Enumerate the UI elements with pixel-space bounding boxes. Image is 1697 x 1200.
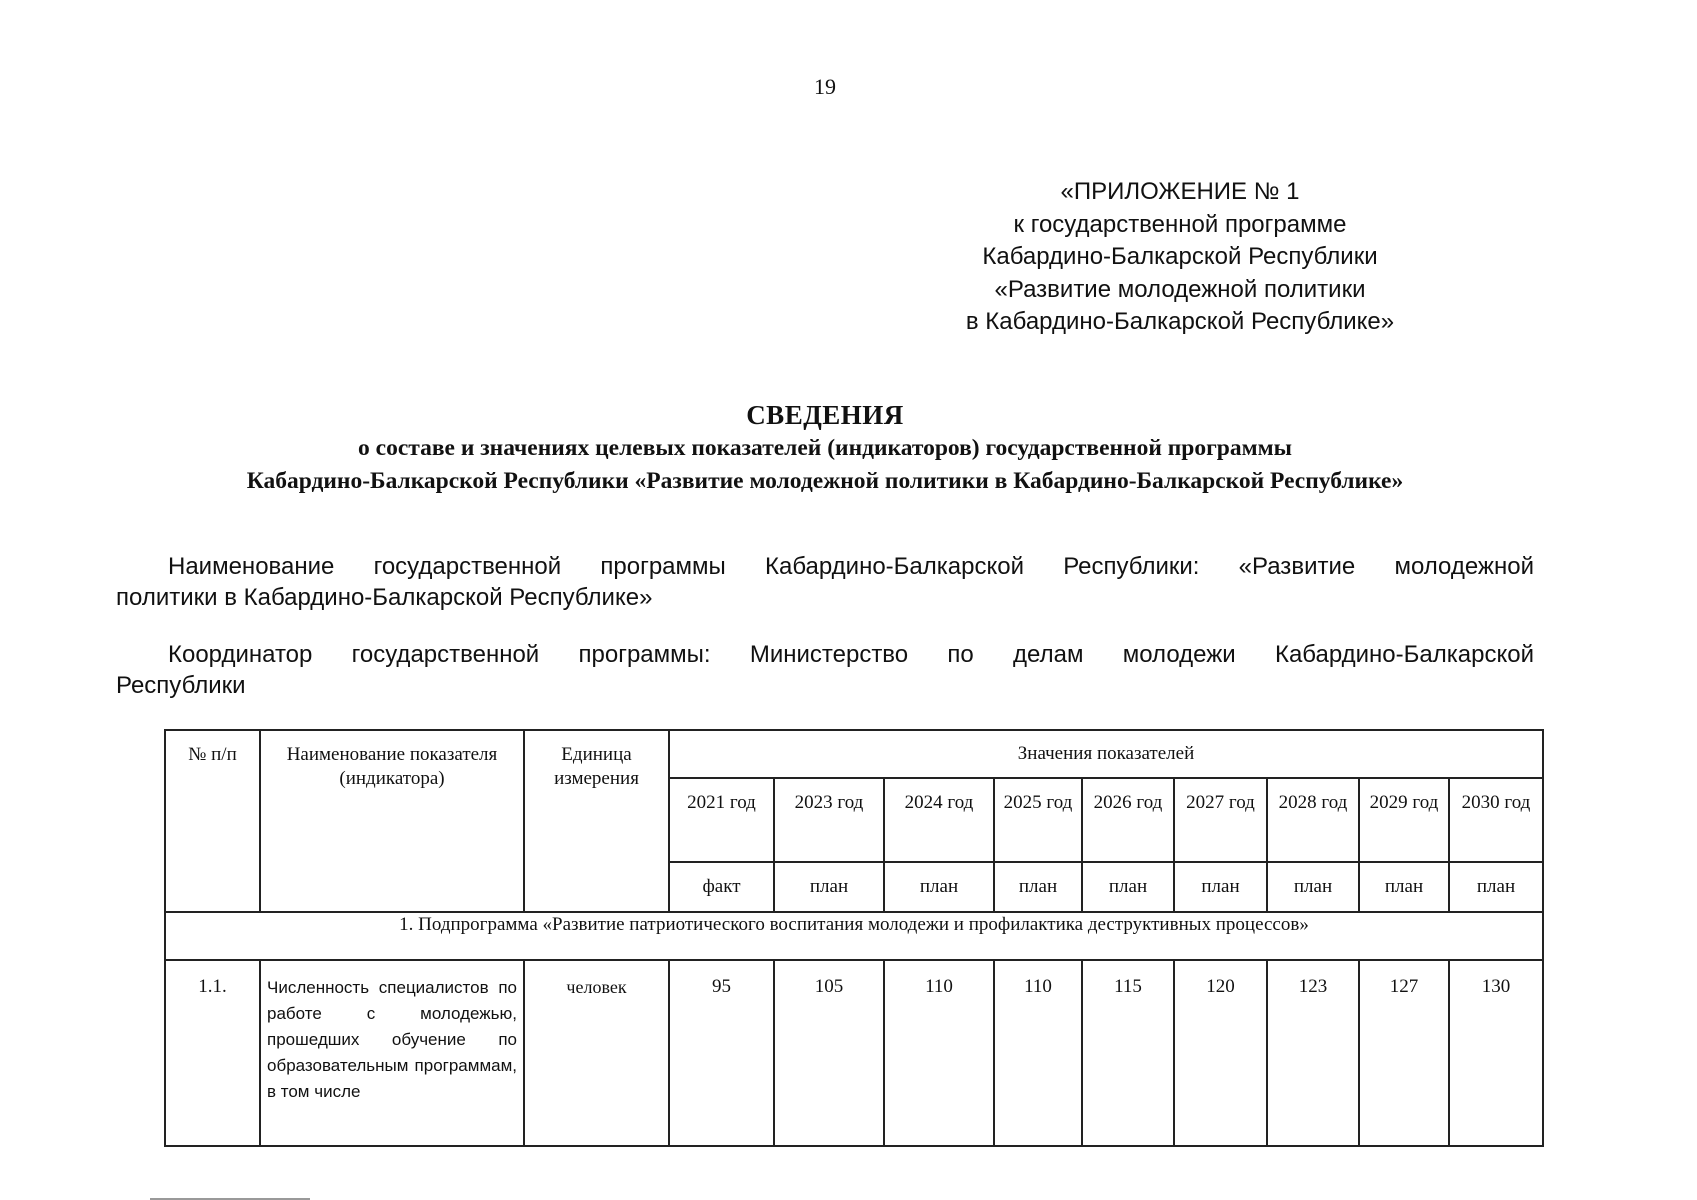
table-row xyxy=(165,960,1543,1146)
title-subtitle: о составе и значениях целевых показателей (индикаторов) государственной программы xyxy=(358,435,1292,461)
year-header: 2025 год xyxy=(994,778,1082,862)
appendix-line: в Кабардино-Балкарской Республике» xyxy=(965,308,1395,335)
status-header: план xyxy=(994,862,1082,912)
page-number: 19 xyxy=(814,74,836,99)
appendix-heading xyxy=(920,176,1440,339)
year-header: 2023 год xyxy=(774,778,884,862)
paragraph-line: Республики xyxy=(116,672,246,699)
coordinator-paragraph xyxy=(116,639,1534,701)
appendix-line: «ПРИЛОЖЕНИЕ № 1 xyxy=(1060,178,1300,205)
row-value: 110 xyxy=(994,960,1082,1146)
indicators-table xyxy=(164,729,1544,1147)
appendix-line: Кабардино-Балкарской Республики xyxy=(982,243,1378,270)
row-value: 123 xyxy=(1267,960,1359,1146)
status-header: план xyxy=(1449,862,1543,912)
appendix-line: «Развитие молодежной политики xyxy=(994,275,1366,303)
year-header: 2021 год xyxy=(669,778,774,862)
status-header: план xyxy=(1082,862,1174,912)
status-header: план xyxy=(1267,862,1359,912)
year-header: 2029 год xyxy=(1359,778,1449,862)
document-title xyxy=(60,398,1590,498)
row-num: 1.1. xyxy=(165,960,260,1146)
row-value: 110 xyxy=(884,960,994,1146)
year-header: 2024 год xyxy=(884,778,994,862)
subprogram-row xyxy=(165,912,1543,960)
year-header: 2028 год xyxy=(1267,778,1359,862)
title-subtitle: Кабардино-Балкарской Республики «Развитие молодежной политики в Кабардино-Балкарской Республике» xyxy=(246,468,1404,494)
status-header: план xyxy=(1174,862,1267,912)
header-values: Значения показателей xyxy=(669,730,1543,778)
paragraph-line: Наименование государственной программы Кабардино-Балкарской Республики: «Развитие молодежной xyxy=(168,553,1534,580)
header-num: № п/п xyxy=(165,730,260,912)
header-row xyxy=(165,730,1543,778)
year-header: 2026 год xyxy=(1082,778,1174,862)
subprogram-title: 1. Подпрограмма «Развитие патриотического воспитания молодежи и профилактика деструктивных процессов» xyxy=(165,912,1543,960)
row-value: 127 xyxy=(1359,960,1449,1146)
paragraph-line: политики в Кабардино-Балкарской Республике» xyxy=(116,584,653,611)
row-value: 95 xyxy=(669,960,774,1146)
row-value: 130 xyxy=(1449,960,1543,1146)
row-indicator-name: Численность специалистов по работе с молодежью, прошедших обучение по образовательным программам, в том числе xyxy=(260,960,524,1146)
header-indicator-name: Наименование показателя (индикатора) xyxy=(260,730,524,912)
paragraph-line: Координатор государственной программы: Министерство по делам молодежи Кабардино-Балкарской xyxy=(168,641,1534,668)
row-value: 105 xyxy=(774,960,884,1146)
appendix-line: к государственной программе xyxy=(1013,210,1347,238)
status-header: план xyxy=(884,862,994,912)
year-header: 2027 год xyxy=(1174,778,1267,862)
row-value: 115 xyxy=(1082,960,1174,1146)
row-unit: человек xyxy=(524,960,669,1146)
row-value: 120 xyxy=(1174,960,1267,1146)
year-header: 2030 год xyxy=(1449,778,1543,862)
status-header: факт xyxy=(669,862,774,912)
title-main: СВЕДЕНИЯ xyxy=(746,400,904,430)
header-unit: Единица измерения xyxy=(524,730,669,912)
status-header: план xyxy=(1359,862,1449,912)
status-header: план xyxy=(774,862,884,912)
program-name-paragraph xyxy=(116,551,1534,613)
